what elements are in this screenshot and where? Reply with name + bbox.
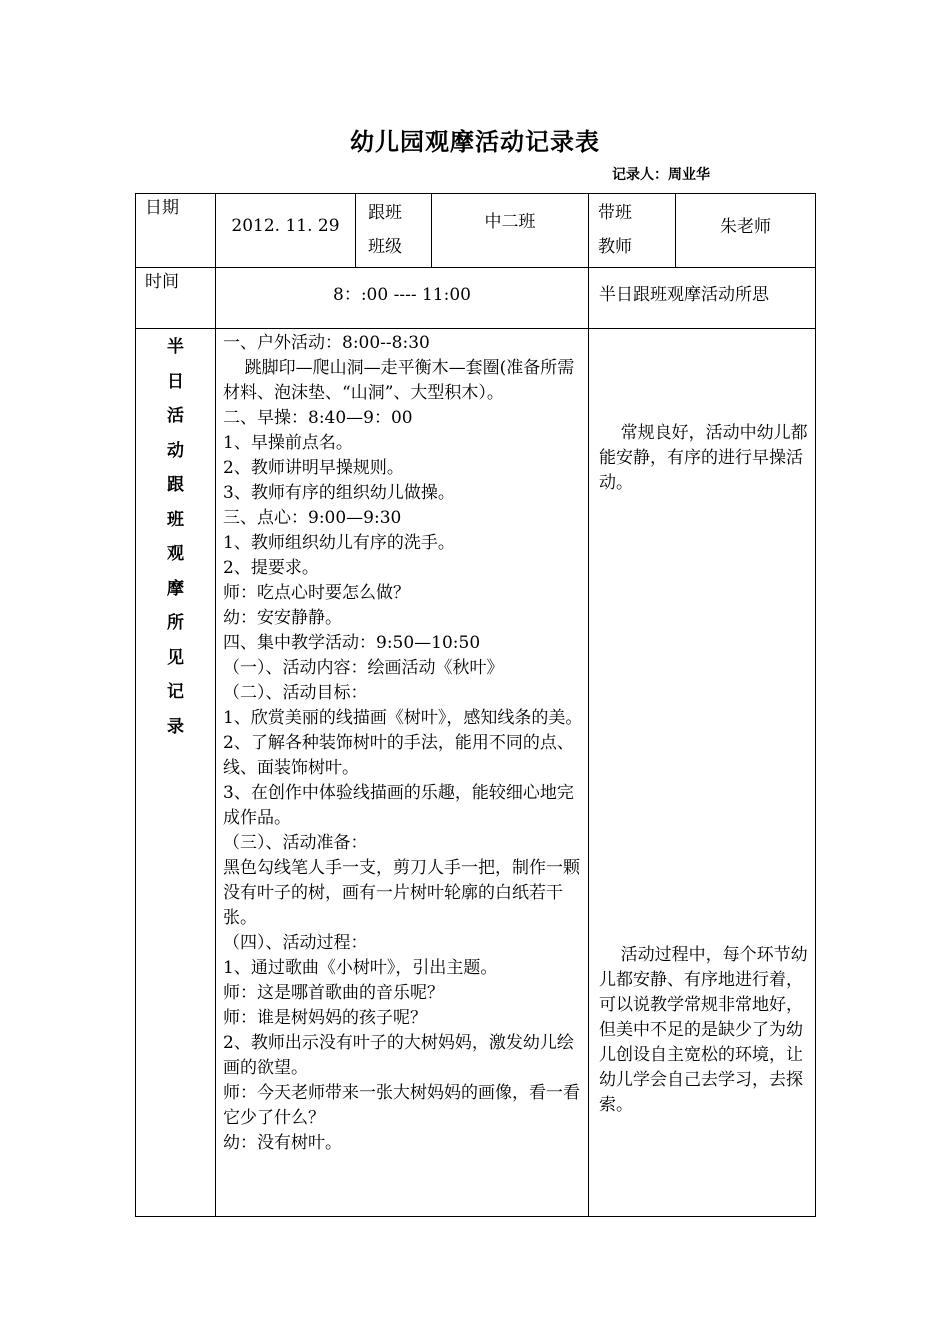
side-label — [136, 330, 215, 744]
reflection-2 — [599, 943, 811, 1118]
record-line: 师：谁是树妈妈的孩子呢？ — [223, 1008, 427, 1028]
reflection-1-text: 常规良好，活动中幼儿都能安静，有序的进行早操活动。 — [599, 423, 808, 493]
date-value-text: 2012. 11. 29 — [231, 216, 340, 236]
date-label — [145, 196, 213, 221]
teacher-label — [598, 196, 674, 264]
class-value-text: 中二班 — [484, 212, 536, 232]
class-label — [368, 196, 430, 264]
side-label-char: 活 — [167, 406, 184, 426]
record-line: （一）、活动内容：绘画活动《秋叶》 — [223, 658, 504, 678]
time-value-text: 8：:00 ---- 11:00 — [333, 285, 471, 305]
record-line: 2、提要求。 — [223, 558, 319, 578]
record-line: 四、集中教学活动：9:50—10:50 — [223, 633, 481, 653]
record-line: 3、教师有序的组织幼儿做操。 — [223, 483, 455, 503]
col-divider-1 — [215, 193, 216, 1217]
record-content — [223, 331, 583, 1156]
record-line: 1、教师组织幼儿有序的洗手。 — [223, 533, 455, 553]
time-label — [145, 270, 213, 295]
record-line: 2、了解各种装饰树叶的手法，能用不同的点、线、面装饰树叶。 — [223, 733, 574, 778]
teacher-value-text: 朱老师 — [720, 217, 771, 237]
table-border-top — [135, 193, 816, 194]
table-border-bottom — [135, 1216, 816, 1217]
teacher-label-line-2: 教师 — [598, 237, 632, 257]
side-label-char: 跟 — [167, 475, 184, 495]
record-line: 一、户外活动：8:00--8:30 — [223, 333, 430, 353]
reflection-header-text: 半日跟班观摩活动所思 — [599, 285, 769, 305]
col-divider-2 — [355, 193, 356, 268]
side-label-char: 录 — [167, 716, 184, 737]
reflection-2-text: 活动过程中，每个环节幼儿都安静、有序地进行着，可以说教学常规非常地好，但美中不足的是缺少了为幼儿创设自主宽松的环境，让幼儿学会自己去学习，去探索。 — [599, 945, 808, 1115]
side-label-char: 观 — [167, 544, 184, 564]
side-label-char: 动 — [167, 440, 184, 461]
side-label-char: 见 — [167, 647, 184, 668]
col-divider-4 — [588, 193, 589, 1217]
record-line: 1、通过歌曲《小树叶》，引出主题。 — [223, 958, 498, 978]
record-line: 跳脚印—爬山洞—走平衡木—套圈(准备所需材料、泡沫垫、“山洞”、大型积木）。 — [223, 358, 575, 403]
side-label-char: 日 — [167, 371, 184, 392]
record-line: 师：吃点心时要怎么做？ — [223, 583, 410, 603]
record-line: 三、点心：9:00—9:30 — [223, 508, 402, 528]
class-label-line-1: 跟班 — [368, 203, 402, 223]
row-divider-2 — [135, 328, 816, 329]
date-value — [216, 214, 355, 239]
page-title: 幼儿园观摩活动记录表 — [350, 127, 600, 156]
side-label-char: 班 — [167, 509, 184, 530]
class-label-line-2: 班级 — [368, 237, 402, 257]
teacher-value — [676, 215, 815, 240]
recorder-label: 记录人：周业华 — [612, 167, 710, 183]
teacher-label-line-1: 带班 — [598, 203, 632, 223]
record-line: 3、在创作中体验线描画的乐趣，能较细心地完成作品。 — [223, 783, 574, 828]
side-label-char: 所 — [167, 613, 184, 633]
reflection-header — [599, 283, 813, 308]
record-line: （二）、活动目标： — [223, 683, 368, 703]
record-line: 黑色勾线笔人手一支，剪刀人手一把，制作一颗没有叶子的树，画有一片树叶轮廓的白纸若干张。 — [223, 858, 580, 928]
record-line: 幼：没有树叶。 — [223, 1133, 342, 1153]
reflection-1 — [599, 421, 811, 496]
time-value — [216, 283, 588, 308]
record-line: 师：今天老师带来一张大树妈妈的画像，看一看它少了什么？ — [223, 1083, 580, 1128]
record-line: 1、欣赏美丽的线描画《树叶》，感知线条的美。 — [223, 708, 583, 728]
time-label-text: 时间 — [145, 272, 179, 292]
record-line: 二、早操：8:40—9：00 — [223, 408, 413, 428]
table-border-right — [815, 193, 816, 1217]
record-line: （四）、活动过程： — [223, 933, 368, 953]
record-line: 2、教师讲明早操规则。 — [223, 458, 404, 478]
date-label-text: 日期 — [145, 198, 179, 218]
record-line: 师：这是哪首歌曲的音乐呢？ — [223, 983, 444, 1003]
side-label-char: 记 — [167, 682, 184, 702]
row-divider-1 — [135, 267, 816, 268]
record-line: 2、教师出示没有叶子的大树妈妈，激发幼儿绘画的欲望。 — [223, 1033, 574, 1078]
record-line: 1、早操前点名。 — [223, 433, 353, 453]
class-value — [432, 210, 588, 235]
side-label-char: 摩 — [167, 578, 184, 599]
record-line: 幼：安安静静。 — [223, 608, 342, 628]
side-label-char: 半 — [167, 337, 184, 357]
record-line: （三）、活动准备： — [223, 833, 368, 853]
